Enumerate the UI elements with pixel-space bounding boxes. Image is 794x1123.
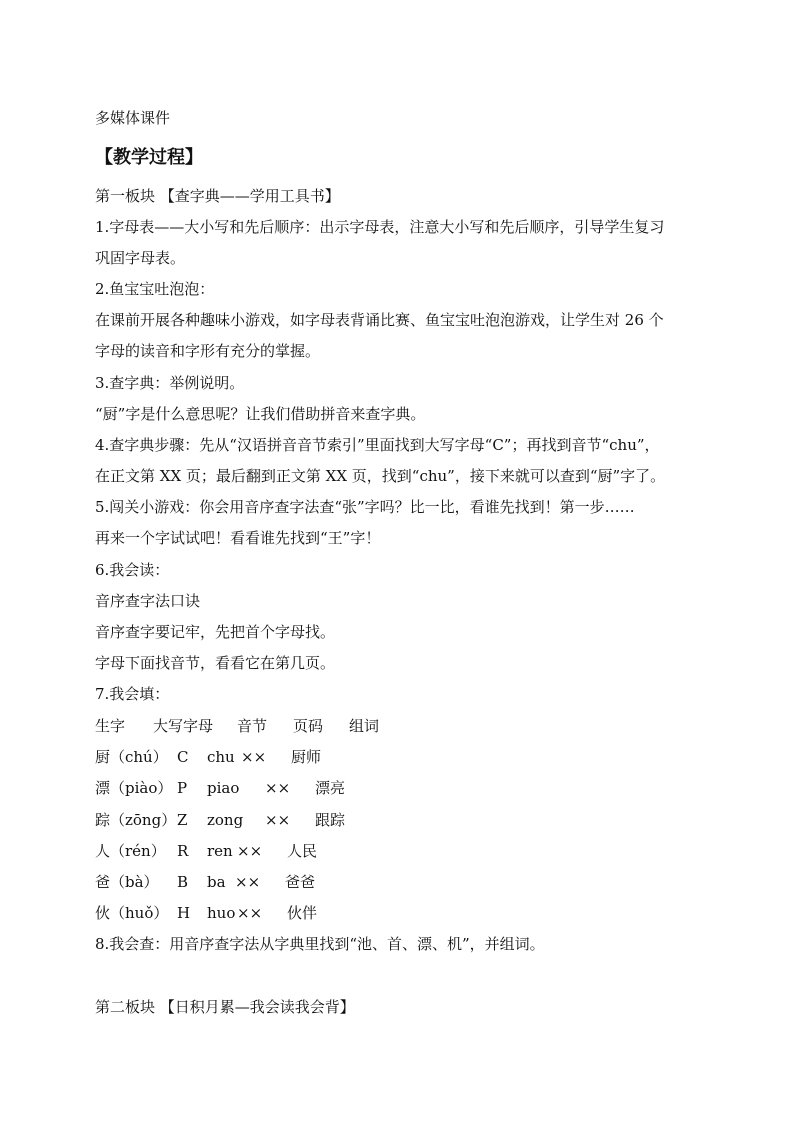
table-cell: ×× bbox=[265, 779, 291, 797]
table-cell: ×× bbox=[237, 842, 263, 860]
paragraph-2a: 在课前开展各种趣味小游戏，如字母表背诵比赛、鱼宝宝吐泡泡游戏，让学生对 26 个 bbox=[95, 311, 664, 329]
table-row bbox=[95, 778, 735, 798]
table-cell: Z bbox=[177, 811, 188, 829]
paragraph-1a: 1.字母表——大小写和先后顺序：出示字母表，注意大小写和先后顺序，引导学生复习 bbox=[95, 218, 665, 236]
paragraph-6: 6.我会读： bbox=[95, 561, 170, 579]
paragraph-5b: 再来一个字试试吧！看看谁先找到“王”字！ bbox=[95, 529, 381, 547]
paragraph-2: 2.鱼宝宝吐泡泡： bbox=[95, 280, 215, 298]
table-cell: ba bbox=[207, 873, 226, 891]
paragraph-5a: 5.闯关小游戏：你会用音序查字法查“张”字吗？比一比，看谁先找到！第一步…… bbox=[95, 498, 635, 516]
section-2-title: 第二板块 【日积月累—我会读我会背】 bbox=[95, 998, 355, 1016]
table-cell: piao bbox=[207, 779, 240, 797]
table-cell: 厨（chú） bbox=[95, 748, 168, 766]
table-header-cell: 大写字母 bbox=[153, 717, 214, 735]
teaching-process-heading: 【教学过程】 bbox=[95, 147, 203, 168]
table-cell: H bbox=[177, 904, 191, 922]
table-row bbox=[95, 747, 735, 767]
paragraph-6b: 音序查字要记牢，先把首个字母找。 bbox=[95, 623, 336, 641]
table-cell: ×× bbox=[265, 811, 291, 829]
table-cell: huo bbox=[207, 904, 236, 922]
table-cell: 厨师 bbox=[291, 748, 322, 766]
table-header-cell: 页码 bbox=[293, 717, 324, 735]
paragraph-2b: 字母的读音和字形有充分的掌握。 bbox=[95, 342, 321, 360]
table-cell: 跟踪 bbox=[315, 811, 346, 829]
table-cell: 伙（huǒ） bbox=[95, 904, 169, 922]
section-1-title: 第一板块 【查字典——学用工具书】 bbox=[95, 187, 340, 205]
paragraph-4a: 4.查字典步骤：先从“汉语拼音音节索引”里面找到大写字母“C”；再找到音节“chu”， bbox=[95, 436, 660, 454]
paragraph-4b: 在正文第 XX 页；最后翻到正文第 XX 页，找到“chu”，接下来就可以查到“厨”字了。 bbox=[95, 467, 666, 485]
paragraph-8: 8.我会查：用音序查字法从字典里找到“池、首、漂、机”，并组词。 bbox=[95, 935, 545, 953]
paragraph-3: 3.查字典：举例说明。 bbox=[95, 374, 245, 392]
paragraph-7: 7.我会填： bbox=[95, 685, 170, 703]
table-cell: zong bbox=[207, 811, 244, 829]
table-cell: 人民 bbox=[287, 842, 318, 860]
table-cell: P bbox=[177, 779, 188, 797]
table-cell: 漂亮 bbox=[315, 779, 346, 797]
table-header bbox=[95, 716, 735, 736]
table-cell: ×× bbox=[241, 748, 267, 766]
table-header-cell: 组词 bbox=[349, 717, 380, 735]
table-cell: 爸（bà） bbox=[95, 873, 159, 891]
table-cell: 伙伴 bbox=[287, 904, 318, 922]
table-cell: ren bbox=[207, 842, 233, 860]
paragraph-3a: “厨”字是什么意思呢？让我们借助拼音来查字典。 bbox=[95, 405, 426, 423]
table-cell: B bbox=[177, 873, 189, 891]
table-cell: 漂（piào） bbox=[95, 779, 173, 797]
table-cell: chu bbox=[207, 748, 235, 766]
table-cell: R bbox=[177, 842, 189, 860]
table-row bbox=[95, 841, 735, 861]
paragraph-1b: 巩固字母表。 bbox=[95, 249, 186, 267]
table-cell: 爸爸 bbox=[285, 873, 316, 891]
table-row bbox=[95, 903, 735, 923]
table-header-cell: 音节 bbox=[237, 717, 268, 735]
paragraph-6c: 字母下面找音节，看看它在第几页。 bbox=[95, 654, 336, 672]
table-row bbox=[95, 810, 735, 830]
table-cell: 人（rén） bbox=[95, 842, 166, 860]
table-cell: 踪（zōng） bbox=[95, 811, 177, 829]
table-cell: ×× bbox=[235, 873, 261, 891]
table-cell: C bbox=[177, 748, 189, 766]
top-line: 多媒体课件 bbox=[95, 109, 171, 127]
table-cell: ×× bbox=[237, 904, 263, 922]
table-row bbox=[95, 872, 735, 892]
paragraph-6a: 音序查字法口诀 bbox=[95, 592, 201, 610]
table-header-cell: 生字 bbox=[95, 717, 126, 735]
